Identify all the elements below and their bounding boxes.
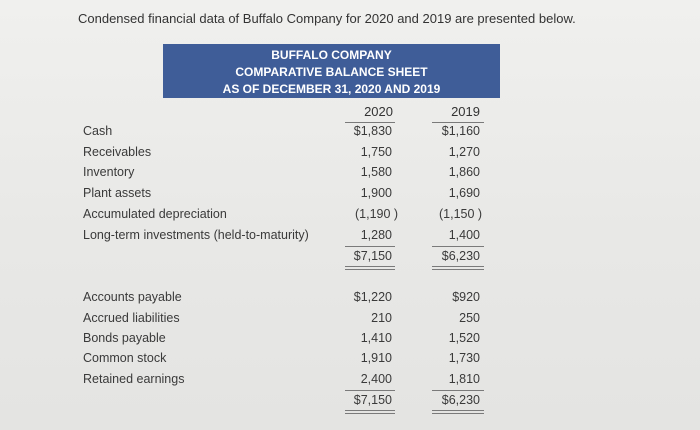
value-2019: 1,810	[448, 372, 480, 386]
subtotal-rule-2020	[345, 246, 395, 247]
total-double-rule-2019-b	[432, 269, 484, 270]
table-row	[0, 145, 700, 165]
table-row	[0, 124, 700, 144]
value-2019: 1,730	[448, 351, 480, 365]
liabilities-total-2019: $6,230	[441, 393, 480, 407]
total-double-rule-2020-b	[345, 269, 395, 270]
total-double-rule-2019-a	[432, 266, 484, 267]
column-rule-2019	[432, 122, 484, 123]
table-row	[0, 372, 700, 392]
statement-header	[163, 44, 500, 98]
row-label: Bonds payable	[83, 331, 166, 345]
row-label: Accounts payable	[83, 290, 182, 304]
assets-total-2020: $7,150	[353, 249, 392, 263]
table-row	[0, 165, 700, 185]
subtotal-rule-2019-b	[432, 390, 484, 391]
total-double-rule-2020-a	[345, 266, 395, 267]
row-label: Plant assets	[83, 186, 152, 200]
value-2020: 2,400	[360, 372, 392, 386]
assets-total-2019: $6,230	[441, 249, 480, 263]
value-2019: 1,270	[448, 145, 480, 159]
value-2020: (1,190 )	[355, 207, 399, 221]
row-label: Accumulated depreciation	[83, 207, 227, 221]
table-row	[0, 311, 700, 331]
subtotal-rule-2019	[432, 246, 484, 247]
row-label: Accrued liabilities	[83, 311, 180, 325]
value-2019: 1,520	[448, 331, 480, 345]
value-2019: 1,860	[448, 165, 480, 179]
statement-title: COMPARATIVE BALANCE SHEET	[235, 65, 428, 79]
total-double-rule-2019-c	[432, 410, 484, 411]
value-2020: 1,410	[360, 331, 392, 345]
value-2020: 210	[371, 311, 392, 325]
row-label: Long-term investments (held-to-maturity)	[83, 228, 309, 242]
table-row	[0, 331, 700, 351]
value-2020: 1,750	[360, 145, 392, 159]
intro-text: Condensed financial data of Buffalo Company for 2020 and 2019 are presented below.	[78, 11, 576, 26]
value-2020: 1,580	[360, 165, 392, 179]
column-header-2020: 2020	[364, 104, 393, 119]
row-label: Cash	[83, 124, 113, 138]
table-row	[0, 228, 700, 248]
value-2020: $1,220	[353, 290, 392, 304]
row-label: Common stock	[83, 351, 167, 365]
total-double-rule-2020-d	[345, 413, 395, 414]
column-rule-2020	[345, 122, 395, 123]
subtotal-rule-2020-b	[345, 390, 395, 391]
table-row	[0, 290, 700, 310]
column-header-2019: 2019	[451, 104, 480, 119]
table-row	[0, 351, 700, 371]
value-2019: 1,400	[448, 228, 480, 242]
row-label: Receivables	[83, 145, 152, 159]
statement-date: AS OF DECEMBER 31, 2020 AND 2019	[222, 82, 441, 96]
value-2019: 250	[459, 311, 480, 325]
value-2020: 1,280	[360, 228, 392, 242]
table-row	[0, 207, 700, 227]
value-2019: (1,150 )	[439, 207, 483, 221]
total-double-rule-2019-d	[432, 413, 484, 414]
value-2019: 1,690	[448, 186, 480, 200]
value-2019: $1,160	[441, 124, 480, 138]
value-2019: $920	[452, 290, 480, 304]
row-label: Inventory	[83, 165, 135, 179]
liabilities-total-2020: $7,150	[353, 393, 392, 407]
table-row	[0, 186, 700, 206]
company-name: BUFFALO COMPANY	[271, 48, 392, 62]
value-2020: 1,910	[360, 351, 392, 365]
value-2020: $1,830	[353, 124, 392, 138]
row-label: Retained earnings	[83, 372, 185, 386]
total-double-rule-2020-c	[345, 410, 395, 411]
value-2020: 1,900	[360, 186, 392, 200]
